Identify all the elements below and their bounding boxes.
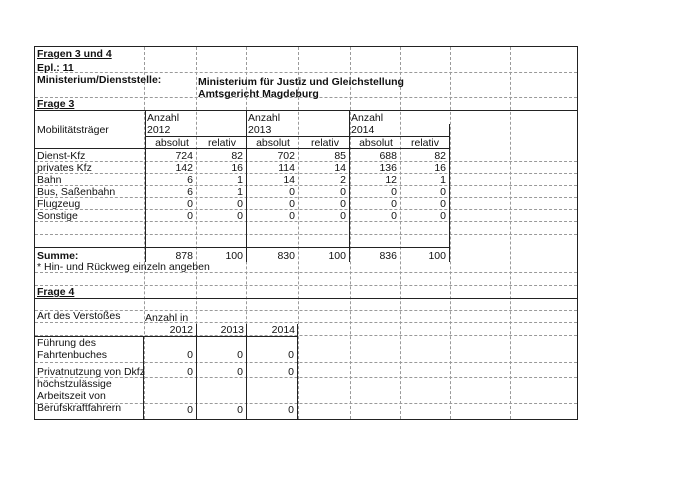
sum-value: 830 <box>277 250 295 262</box>
cell-value: 0 <box>289 198 295 210</box>
table-rule <box>297 324 298 419</box>
frage3-title: Frage 3 <box>37 98 75 110</box>
cell-value: 0 <box>237 366 243 378</box>
cell-value: 1 <box>237 174 243 186</box>
row-label: Privatnutzung von Dkfz <box>37 366 145 378</box>
absolut-header: absolut <box>155 137 189 149</box>
table-rule <box>349 110 350 262</box>
cell-value: 0 <box>440 198 446 210</box>
anzahl-label: Anzahl <box>147 112 180 124</box>
grid-line <box>35 72 577 73</box>
cell-value: 0 <box>187 210 193 222</box>
document-title: Fragen 3 und 4 <box>37 48 112 60</box>
cell-value: 702 <box>277 150 295 162</box>
row-label: privates Kfz <box>37 162 92 174</box>
grid-line <box>450 47 451 419</box>
absolut-header: absolut <box>256 137 290 149</box>
absolut-header: absolut <box>359 137 393 149</box>
row-label: Flugzeug <box>37 198 81 210</box>
row-label: Bahn <box>37 174 62 186</box>
ministry-label: Ministerium/Dienststelle: <box>37 74 162 86</box>
cell-value: 0 <box>288 366 294 378</box>
cell-value: 0 <box>340 198 346 210</box>
cell-value: 82 <box>231 150 243 162</box>
cell-value: 114 <box>278 162 295 174</box>
anzahl-label: Anzahl <box>248 112 281 124</box>
section-divider <box>35 298 577 299</box>
cell-value: 14 <box>283 174 295 186</box>
cell-value: 0 <box>288 349 294 361</box>
grid-line <box>350 47 351 419</box>
row-label: Dienst-Kfz <box>37 150 86 162</box>
cell-value: 0 <box>340 210 346 222</box>
footnote: * Hin- und Rückweg einzeln angeben <box>37 261 210 273</box>
cell-value: 688 <box>379 150 397 162</box>
cell-value: 16 <box>231 162 243 174</box>
sum-value: 100 <box>328 250 346 262</box>
row-label: Arbeitszeit von <box>37 390 106 402</box>
cell-value: 14 <box>334 162 346 174</box>
sum-label: Summe: <box>37 250 79 262</box>
sum-value: 100 <box>428 250 446 262</box>
frage4-title: Frage 4 <box>37 286 75 298</box>
cell-value: 0 <box>288 404 294 416</box>
row-label: Fahrtenbuches <box>37 349 108 361</box>
cell-value: 1 <box>237 186 243 198</box>
table-rule <box>449 124 450 262</box>
relativ-header: relativ <box>207 137 236 149</box>
row-label: Berufskraftfahrern <box>37 402 122 414</box>
year-header: 2012 <box>169 324 193 336</box>
year-header: 2014 <box>271 324 295 336</box>
cell-value: 16 <box>434 162 446 174</box>
relativ-header: relativ <box>310 137 339 149</box>
cell-value: 0 <box>440 186 446 198</box>
office-name: Amtsgericht Magdeburg <box>198 88 319 100</box>
cell-value: 0 <box>237 198 243 210</box>
cell-value: 136 <box>379 162 397 174</box>
grid-line <box>35 285 577 286</box>
cell-value: 0 <box>391 198 397 210</box>
anzahl-in-label: Anzahl in <box>145 312 189 324</box>
cell-value: 6 <box>187 186 193 198</box>
year-header: 2012 <box>147 124 171 136</box>
grid-line <box>35 362 577 363</box>
cell-value: 12 <box>385 174 397 186</box>
cell-value: 0 <box>391 210 397 222</box>
table-rule <box>35 247 449 248</box>
year-header: 2014 <box>351 124 375 136</box>
table-rule <box>145 110 146 262</box>
grid-line <box>298 47 299 419</box>
grid-line <box>35 234 577 235</box>
cell-value: 0 <box>340 186 346 198</box>
cell-value: 0 <box>237 404 243 416</box>
row-label: Bus, Saßenbahn <box>37 186 116 198</box>
row-label: Führung des <box>37 337 96 349</box>
year-header: 2013 <box>220 324 244 336</box>
cell-value: 0 <box>289 186 295 198</box>
sum-value: 878 <box>175 250 193 262</box>
cell-value: 0 <box>440 210 446 222</box>
cell-value: 85 <box>334 150 346 162</box>
epl-label: Epl.: 11 <box>37 62 74 74</box>
sum-value: 836 <box>379 250 397 262</box>
sum-value: 100 <box>225 250 243 262</box>
cell-value: 0 <box>187 404 193 416</box>
relativ-header: relativ <box>410 137 439 149</box>
grid-line <box>400 47 401 419</box>
column-header-mobility: Mobilitätsträger <box>37 124 109 136</box>
year-header: 2013 <box>248 124 272 136</box>
cell-value: 2 <box>340 174 346 186</box>
document-frame <box>34 46 578 420</box>
table-rule <box>246 110 247 262</box>
cell-value: 0 <box>237 210 243 222</box>
grid-line <box>35 322 577 323</box>
row-label: Sonstige <box>37 210 78 222</box>
cell-value: 0 <box>391 186 397 198</box>
cell-value: 0 <box>237 349 243 361</box>
section-divider <box>35 110 577 111</box>
grid-line <box>510 47 511 419</box>
cell-value: 0 <box>187 198 193 210</box>
cell-value: 0 <box>187 349 193 361</box>
cell-value: 142 <box>175 162 193 174</box>
row-label: höchstzulässige <box>37 378 112 390</box>
cell-value: 1 <box>440 174 446 186</box>
cell-value: 6 <box>187 174 193 186</box>
anzahl-label: Anzahl <box>351 112 384 124</box>
cell-value: 82 <box>434 150 446 162</box>
column-header-violation: Art des Verstoßes <box>37 310 121 322</box>
ministry-name: Ministerium für Justiz und Gleichstellung <box>198 76 404 88</box>
cell-value: 0 <box>187 366 193 378</box>
cell-value: 0 <box>289 210 295 222</box>
cell-value: 724 <box>175 150 193 162</box>
